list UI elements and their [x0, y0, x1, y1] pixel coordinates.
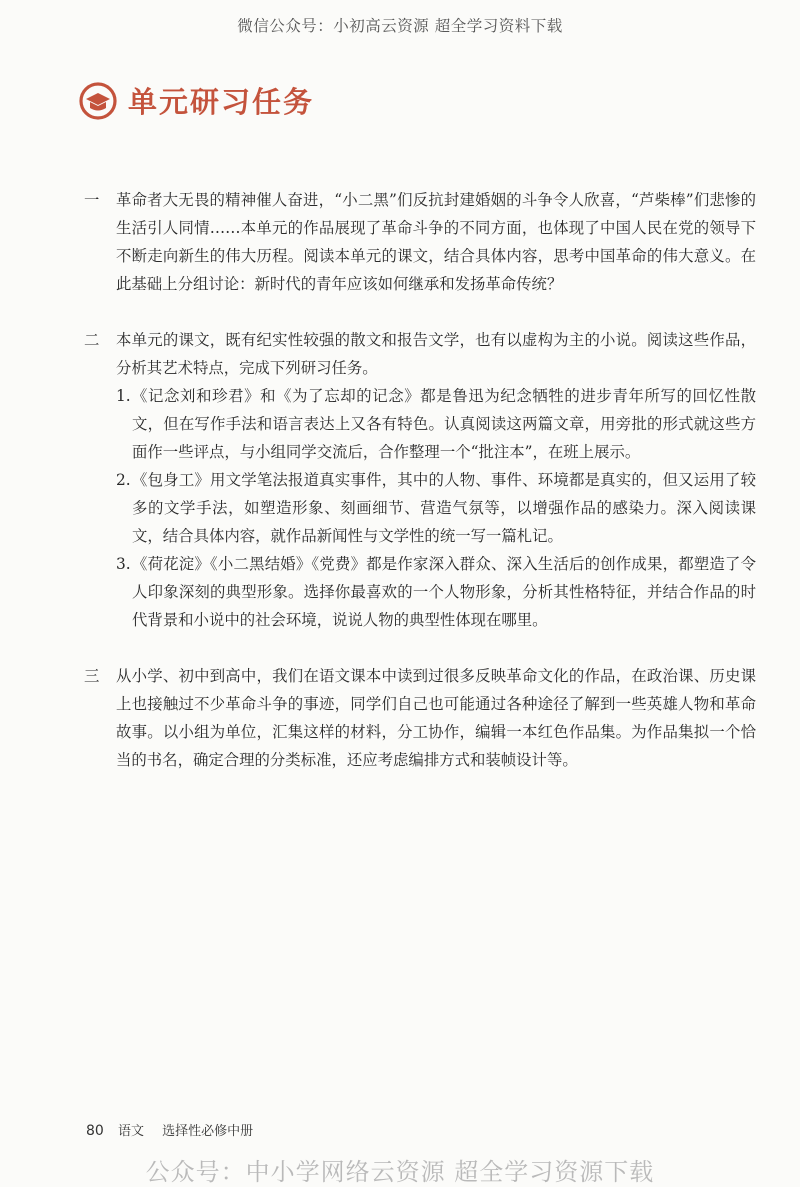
subtask-item [116, 550, 756, 634]
task-text: 本单元的课文，既有纪实性较强的散文和报告文学，也有以虚构为主的小说。阅读这些作品，分析其艺术特点，完成下列研习任务。 [116, 331, 756, 377]
subtask-number: 2. [116, 471, 131, 489]
unit-title: 单元研习任务 [128, 85, 315, 119]
task-number: 一 [84, 191, 100, 209]
task-text: 从小学、初中到高中，我们在语文课本中读到过很多反映革命文化的作品，在政治课、历史课上也接触过不少革命斗争的事迹，同学们自己也可能通过各种途径了解到一些英雄人物和革命故事。以小组为单位，汇集这样的材料，分工协作，编辑一本红色作品集。为作品集拟一个恰当的书名，确定合理的分类标准，还应考虑编排方式和装帧设计等。 [116, 667, 756, 769]
task-number: 三 [84, 667, 100, 685]
footer-book-name: 选择性必修中册 [162, 1124, 254, 1139]
task-item [84, 662, 756, 774]
unit-header [78, 80, 314, 121]
subtask-item [116, 466, 756, 550]
task-list [84, 186, 756, 802]
subtask-number: 3. [116, 555, 131, 573]
task-body [116, 326, 756, 634]
subtask-number: 1. [116, 387, 131, 405]
page-footer [86, 1120, 253, 1139]
graduation-cap-icon [78, 81, 118, 121]
top-watermark: 微信公众号：小初高云资源 超全学习资料下载 [237, 17, 563, 35]
bottom-watermark: 公众号：中小学网络云资源 超全学习资源下载 [145, 1158, 655, 1186]
subtask-list [116, 382, 756, 634]
footer-subject: 语文 [117, 1124, 144, 1139]
subtask-text: 《记念刘和珍君》和《为了忘却的记念》都是鲁迅为纪念牺牲的进步青年所写的回忆性散文，但在写作手法和语言表达上又各有特色。认真阅读这两篇文章，用旁批的形式就这些方面作一些评点，与小组同学交流后，合作整理一个“批注本”，在班上展示。 [132, 387, 756, 461]
task-item [84, 186, 756, 298]
subtask-item [116, 382, 756, 466]
subtask-text: 《包身工》用文学笔法报道真实事件，其中的人物、事件、环境都是真实的，但又运用了较多的文学手法，如塑造形象、刻画细节、营造气氛等，以增强作品的感染力。深入阅读课文，结合具体内容，就作品新闻性与文学性的统一写一篇札记。 [132, 471, 756, 545]
task-text: 革命者大无畏的精神催人奋进，“小二黑”们反抗封建婚姻的斗争令人欣喜，“芦柴棒”们悲惨的生活引人同情……本单元的作品展现了革命斗争的不同方面，也体现了中国人民在党的领导下不断走向新生的伟大历程。阅读本单元的课文，结合具体内容，思考中国革命的伟大意义。在此基础上分组讨论：新时代的青年应该如何继承和发扬革命传统？ [116, 191, 756, 293]
task-item [84, 326, 756, 634]
task-number: 二 [84, 331, 100, 349]
subtask-text: 《荷花淀》《小二黑结婚》《党费》都是作家深入群众、深入生活后的创作成果，都塑造了令人印象深刻的典型形象。选择你最喜欢的一个人物形象，分析其性格特征，并结合作品的时代背景和小说中的社会环境，说说人物的典型性体现在哪里。 [132, 555, 756, 629]
page-number: 80 [86, 1123, 104, 1139]
